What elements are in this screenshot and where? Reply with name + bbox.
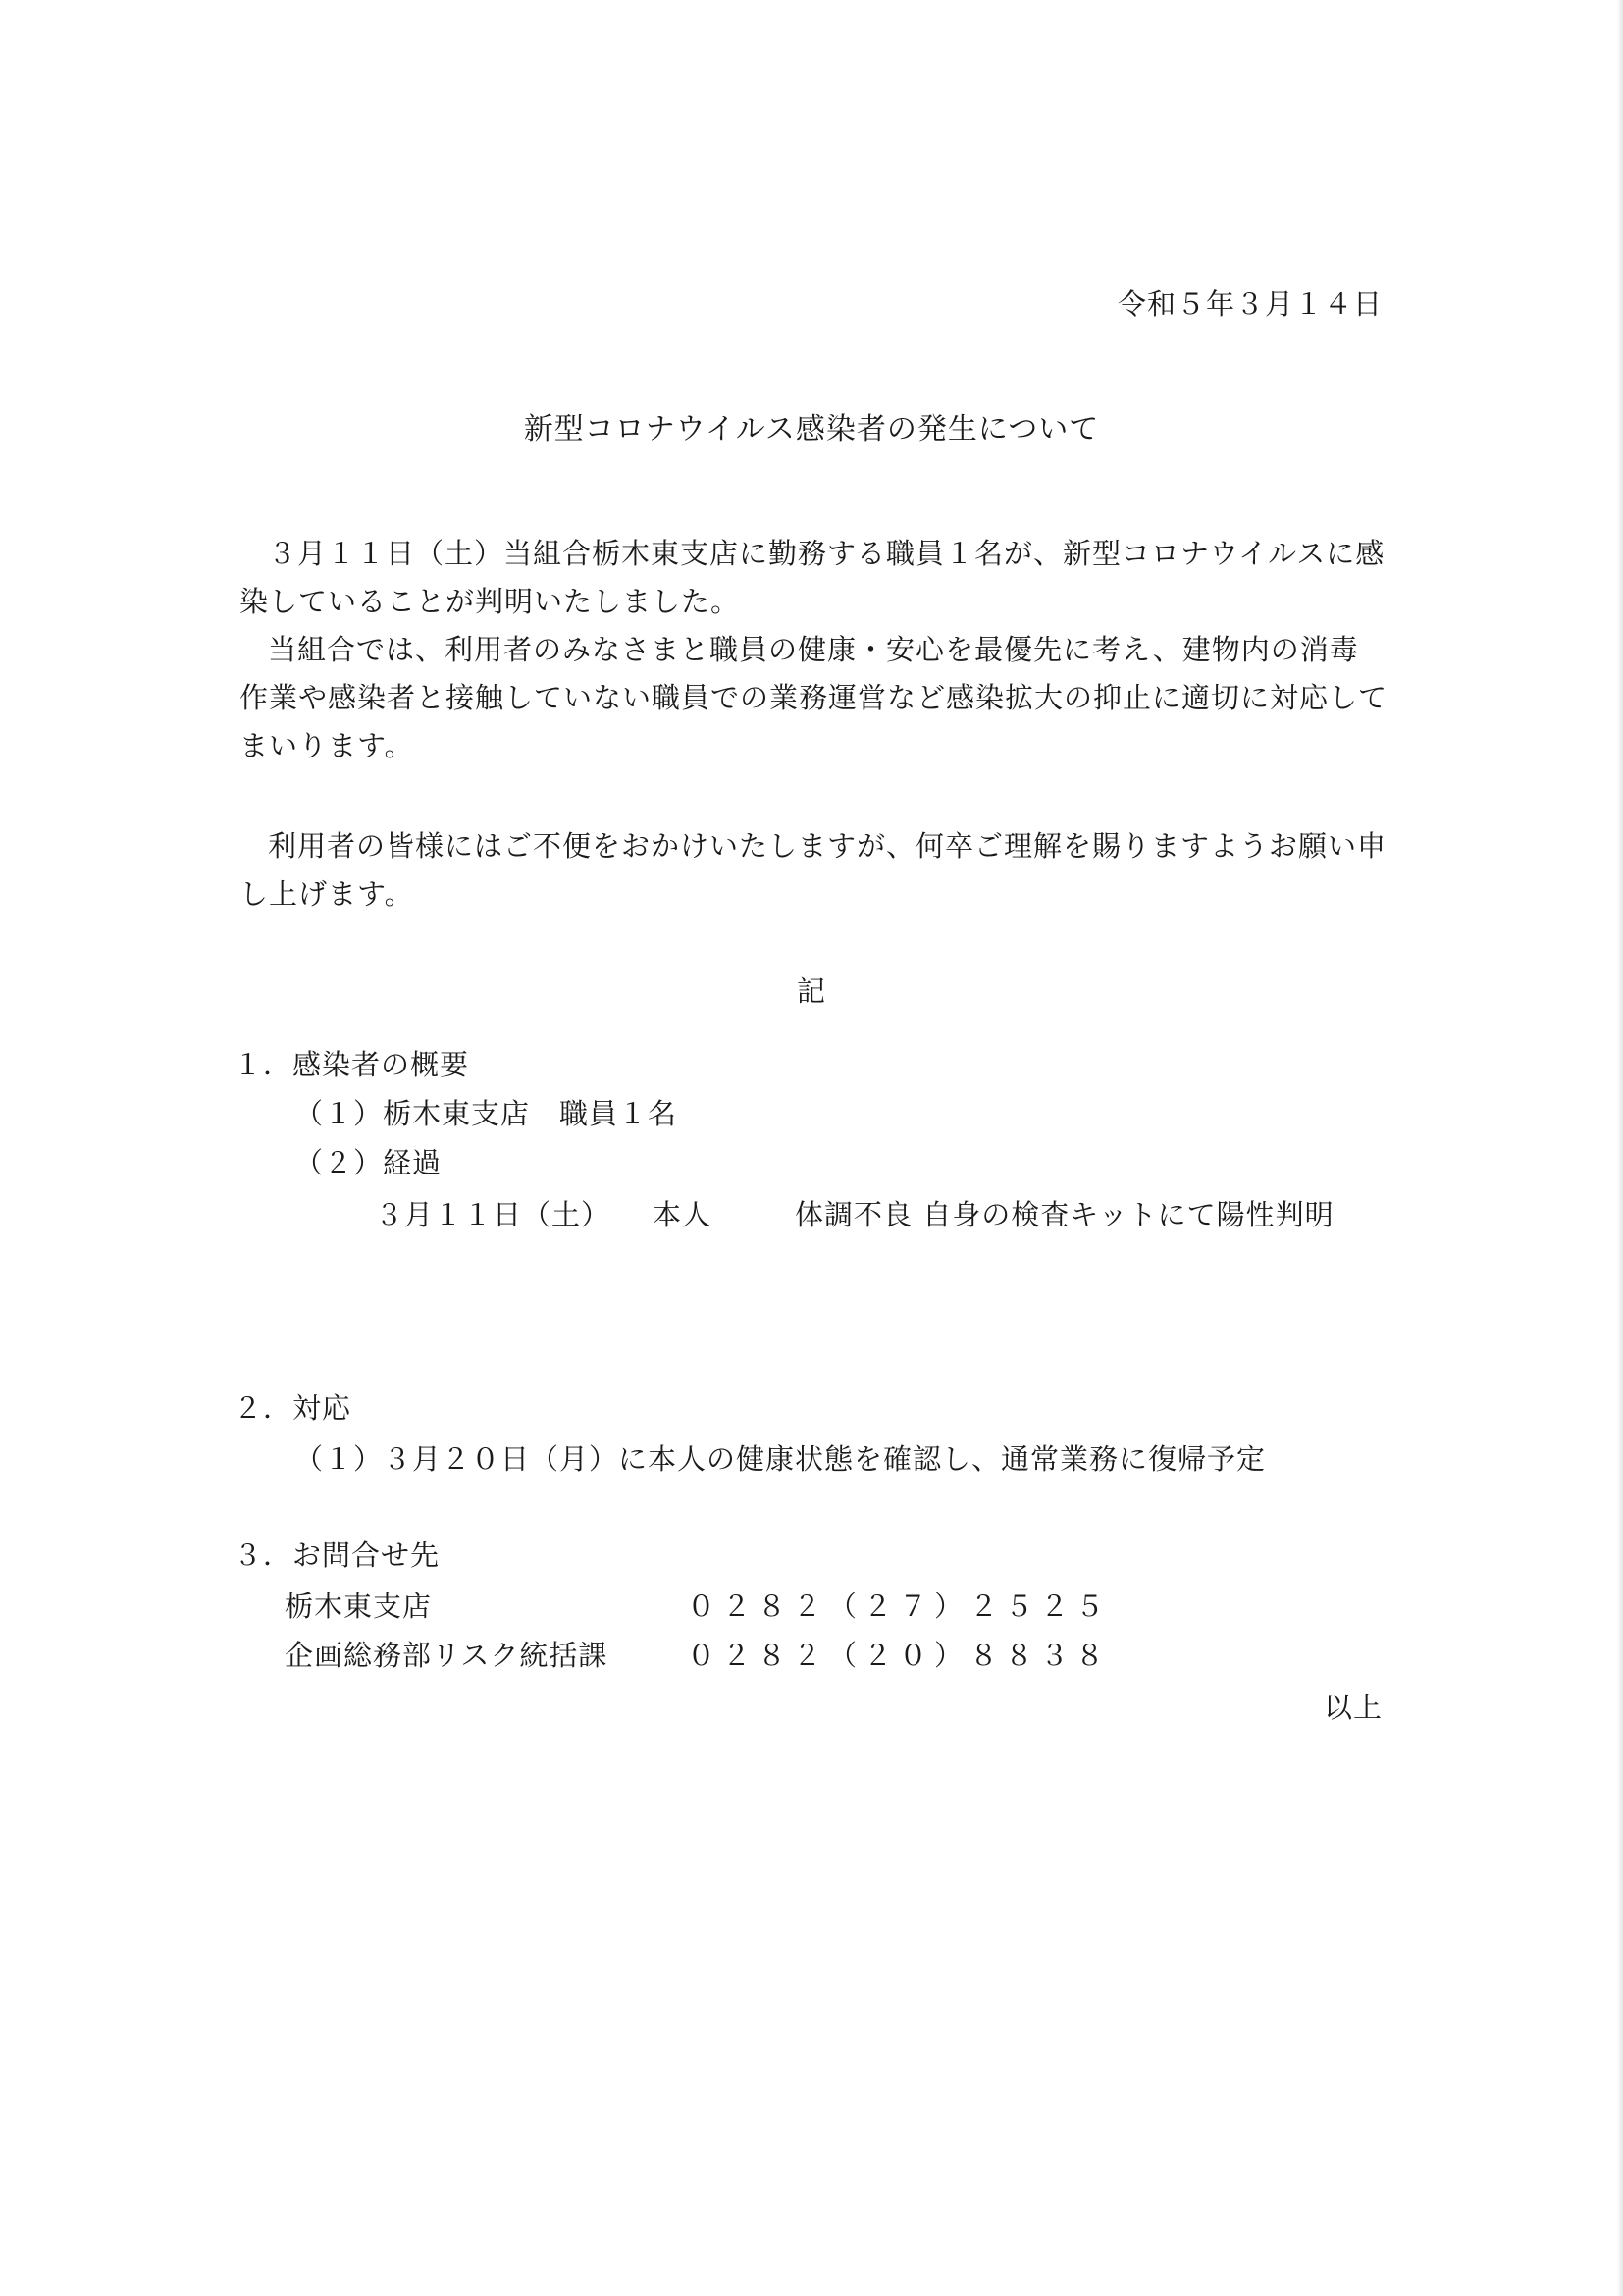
contact-phone-branch: ０２８２（２７）２５２５ (687, 1590, 1112, 1623)
section1-heading: １．感染者の概要 (234, 1048, 470, 1081)
paragraph-infection-notice: ３月１１日（土）当組合栃木東支店に勤務する職員１名が、新型コロナウイルスに感染していることが判明いたしました。 (239, 537, 1386, 618)
section1-item1: （１）栃木東支店 職員１名 (294, 1097, 678, 1130)
paragraph-apology: 利用者の皆様にはご不便をおかけいたしますが、何卒ご理解を賜りますようお願い申し上げます。 (239, 829, 1387, 911)
section3-heading: ３．お問合せ先 (234, 1539, 441, 1572)
document-title: 新型コロナウイルス感染者の発生について (523, 412, 1100, 446)
ki-heading: 記 (796, 974, 826, 1008)
course-detail: 体調不良 自身の検査キットにて陽性判明 (795, 1198, 1335, 1231)
contact-phone-risk-dept: ０２８２（２０）８８３８ (687, 1639, 1112, 1672)
closing-text: 以上 (1323, 1691, 1383, 1724)
body-paragraphs (239, 530, 1387, 770)
contact-name-risk-dept: 企画総務部リスク統括課 (285, 1639, 608, 1672)
section2-item1: （１）３月２０日（月）に本人の健康状態を確認し、通常業務に復帰予定 (294, 1442, 1267, 1476)
course-date: ３月１１日（土） (375, 1198, 611, 1231)
contact-name-branch: 栃木東支店 (285, 1590, 433, 1623)
section2-heading: ２．対応 (234, 1391, 352, 1425)
page-edge (1617, 0, 1623, 2296)
apology-paragraph-block (239, 822, 1387, 918)
document-date: 令和５年３月１４日 (1117, 287, 1383, 321)
course-person: 本人 (653, 1198, 712, 1231)
section1-item2: （２）経過 (294, 1146, 443, 1179)
paragraph-response: 当組合では、利用者のみなさまと職員の健康・安心を最優先に考え、建物内の消毒作業や感染者と接触していない職員での業務運営など感染拡大の抑止に適切に対応してまいります。 (239, 633, 1388, 762)
